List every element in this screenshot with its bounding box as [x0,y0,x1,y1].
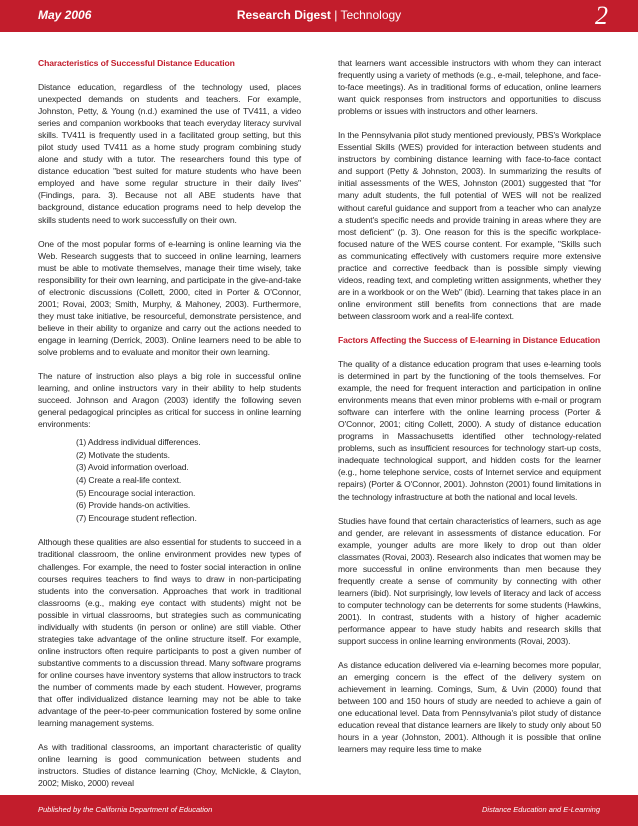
list-item: (7) Encourage student reflection. [76,512,197,523]
publication-title [0,8,638,22]
title-separator: | [330,8,341,22]
paragraph: In the Pennsylvania pilot study mentioned previously, PBS's Workplace Essential Skills (WES) provided for interaction between students and instructors by combining distance learning with face-to-face contact and support (Petty & Johnston, 2003). In summarizing the results of initial assessments of the WES, Johnston (2001) suggested that "for many adult students, the full potential of WES will not be realized without careful guidance and support from a teacher who can analyze a student's specific needs and provide training in areas where they are most deficient" (p. 3). One reason for this is the specific workplace-focused nature of the WES course content. For example, "Skills such as communicating effectively with customers require more extensive practice and corrective feedback than is possible simply viewing videos, reading text, and completing written assignments, whether they are in a workbook or on the Web" (ibid). Learning that takes place in an online environment still benefits from connections that are made between classroom work and a real-life context. [338,130,601,321]
principles-list [38,436,301,524]
list-item: (6) Provide hands-on activities. [76,500,191,511]
page-number: 2 [595,1,608,30]
paragraph: As with traditional classrooms, an important characteristic of quality online learning is good communication between students and instructors. Studies of distance learning (Choy, McNickle, & Clayton, 2002; Misko, 2000) reveal [38,742,301,789]
list-item: (4) Create a real-life context. [76,475,182,486]
section-name: Technology [340,8,402,22]
right-column [338,57,601,767]
list-item: (3) Avoid information overload. [76,462,189,473]
paragraph: One of the most popular forms of e-learning is online learning via the Web. Research suggests that to succeed in online learning, learners must be able to motivate themselves, manage their time wisely, take responsibility for their own learning, and participate in the give-and-take of electronic discussions (Collett, 2000, cited in Porter & O'Connor, 2001; Rovai, 2003; Smith, Murphy, & Mahoney, 2003). Furthermore, they must take initiative, be resourceful, demonstrate persistence, and believe in their ability to organize and carry out the actions needed to engage in learning (Derrick, 2003). Online learners need to be able to solve problems and to evaluate and monitor their own learning. [38,238,301,357]
issue-date: May 2006 [38,8,92,22]
paragraph: that learners want accessible instructors with whom they can interact frequently using a variety of methods (e.g., e-mail, telephone, and face-to-face meetings). As in traditional forms of education, online learners want quick responses from instructors and opportunities to discuss problems or issues with instructors and other learners. [338,58,601,117]
section-heading-factors: Factors Affecting the Success of E-learning in Distance Education [338,334,601,345]
left-column [38,57,301,801]
publisher-credit: Published by the California Department of Education [38,805,213,814]
list-item: (1) Address individual differences. [76,437,201,448]
list-item: (5) Encourage social interaction. [76,487,196,498]
series-title: Distance Education and E-Learning [482,805,600,814]
paragraph: The nature of instruction also plays a big role in successful online learning, and online instructors vary in their ability to help students succeed. Johnson and Aragon (2003) identify the following seven general pedagogical principles as critical for success in online learning environments: [38,371,301,430]
paragraph: Distance education, regardless of the technology used, places unexpected demands on students and teachers. For example, Johnston, Petty, & Young (n.d.) examined the use of TV411, a video series and companion workbooks that teach everyday literacy survival skills. TV411 is frequently used in a facilitated group setting, but this pilot study used TV411 as a home study program combining study alone and study with a tutor. The researchers found this type of distance education "best suited for mature students who have been employed and have some regular structure in their daily lives" (Findings, para. 3). Because not all ABE students have that background, distance education programs need to help develop the skills students need to work successfully on their own. [38,82,301,225]
section-heading-characteristics: Characteristics of Successful Distance Education [38,58,235,68]
list-item: (2) Motivate the students. [76,449,170,460]
page-header [0,0,638,32]
page-footer [0,795,638,826]
paragraph: The quality of a distance education program that uses e-learning tools is determined in part by the functioning of the tools themselves. For example, the need for frequent interaction and participation in online environments means that even minor problems with e-mail or program software can interfere with the online learning process (Porter & O'Connor, 2001; citing Collett, 2000). A study of distance education programs in Massachusetts identified other technology-related problems, such as insufficient resources for technology start-up costs, inadequate technological support, and hidden costs for the learner (e.g., home telephone service, costs of Internet service and equipment repairs) (Porter & O'Connor, 2001). Johnston (2001) found limitations in the technology infrastructure at both the national and local levels. [338,358,601,502]
publication-name: Research Digest [236,8,331,22]
paragraph: Studies have found that certain characteristics of learners, such as age and gender, are relevant in assessments of distance education. For example, younger adults are more likely to drop out than older classmates (Rovai, 2003). Research also indicates that women may be more successful in online environments than men because they frequently create a sense of community by connecting with other learners (ibid). Not surprisingly, low levels of literacy and lack of access to computer technology can be deterrents for some students (Hawkins, 2001). In contrast, students with a history of higher academic performance appear to have study habits and research skills that support success in online learning environments (Rovai, 2003). [338,515,601,647]
paragraph: Although these qualities are also essential for students to succeed in a traditional classroom, the online environment provides new types of challenges. For example, the need to foster social interaction in online courses requires teachers to find ways to draw in non-participating students into the conversation. Approaches that work in traditional classrooms (e.g., making eye contact with students) might not be possible in virtual classrooms, but strategies such as communicating individually with students (in person or online) are still viable. Other strategies take advantage of the online structure itself. For example, online instructors often require participants to post a given number of substantive comments to a discussion thread. Many software programs for online courses have inventory systems that allow instructors to track the number of comments made by each student. However, programs that offer individualized distance learning may not be able to take advantage of the peer-to-peer communication fostered by some online learning management systems. [38,537,301,729]
paragraph: As distance education delivered via e-learning becomes more popular, an emerging concern is the effect of the delivery system on achievement in learning. Comings, Sum, & Uvin (2000) found that between 100 and 150 hours of study are needed to achieve a gain of one educational level. Data from Pennsylvania's pilot study of distance education reveal that distance learners are likely to study only about 50 hours in a year (Johnston, 2001). Although it is possible that online learners may require less time to make [338,660,601,755]
